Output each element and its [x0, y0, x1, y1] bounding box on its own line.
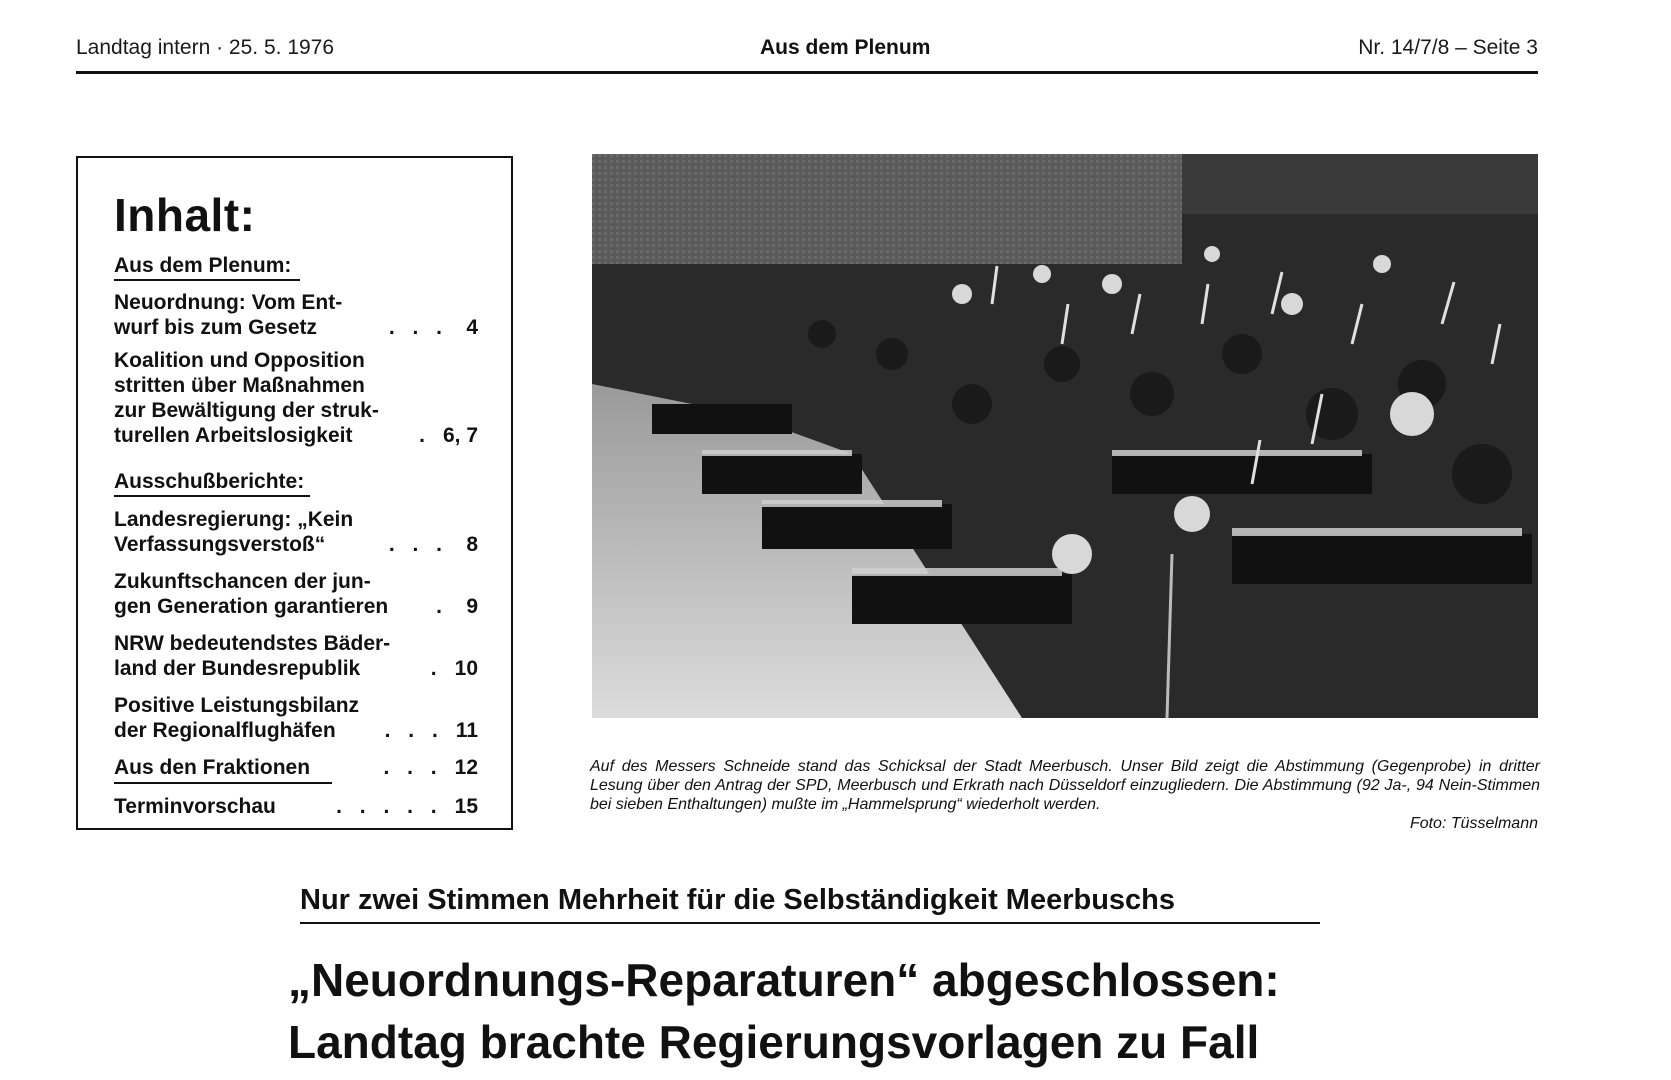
toc-leader-dots: . . . . .	[336, 795, 443, 818]
toc-entry-line	[114, 423, 478, 448]
toc-entry-line: stritten über Maßnahmen	[114, 374, 365, 397]
toc-page-number: 11	[455, 719, 478, 742]
toc-entry[interactable]	[114, 631, 478, 681]
toc-page-number: 12	[454, 756, 478, 779]
toc-entry[interactable]	[114, 569, 478, 619]
toc-entry-line: Positive Leistungsbilanz	[114, 694, 360, 717]
toc-page-number: 10	[454, 657, 478, 680]
header-center: Aus dem Plenum	[760, 36, 931, 59]
toc-entry-line	[114, 755, 478, 780]
toc-entry-line	[114, 315, 478, 340]
toc-entry-text: gen Generation garantieren	[114, 595, 389, 618]
toc-leader-dots: .	[419, 424, 431, 447]
article-kicker: Nur zwei Stimmen Mehrheit für die Selbständigkeit Meerbuschs	[300, 884, 1320, 924]
toc-entry-line	[114, 594, 478, 619]
toc-entry-line: Landesregierung: „Kein	[114, 508, 354, 531]
toc-divider	[114, 782, 332, 784]
toc-entry[interactable]	[114, 755, 478, 780]
plenary-vote-photo	[592, 154, 1538, 718]
toc-entry-text: turellen Arbeitslosigkeit	[114, 424, 353, 447]
toc-section-plenum: Aus dem Plenum:	[114, 254, 300, 281]
toc-entry-line: Neuordnung: Vom Ent-	[114, 291, 343, 314]
toc-entry-line	[114, 718, 478, 743]
toc-leader-dots: . . .	[388, 316, 448, 339]
toc-entry-line	[114, 656, 478, 681]
toc-entry-line	[114, 794, 478, 819]
photo-caption: Auf des Messers Schneide stand das Schicksal der Stadt Meerbusch. Unser Bild zeigt die Abstimmung (Gegenprobe) in dritter Lesung über den Antrag der SPD, Meerbusch und Erkrath nach Düsseldorf einzugliedern. Die Abstimmung (92 Ja-, 94 Nein-Stimmen bei sieben Enthaltungen) mußte im „Hammelsprung“ wiederholt werden.	[590, 758, 1540, 813]
photo-credit: Foto: Tüsselmann	[1409, 815, 1538, 832]
toc-page-number: 4	[466, 316, 478, 339]
toc-entry-text: Verfassungsverstoß“	[114, 533, 326, 556]
toc-section-ausschuss: Ausschußberichte:	[114, 470, 310, 497]
table-of-contents	[76, 156, 513, 830]
plenary-vote-photo-image	[592, 154, 1538, 718]
toc-leader-dots: . . .	[383, 756, 443, 779]
toc-leader-dots: .	[436, 595, 448, 618]
toc-entry[interactable]	[114, 290, 478, 340]
toc-page-number: 6, 7	[442, 424, 478, 447]
toc-page-number: 8	[466, 533, 478, 556]
toc-leader-dots: . . .	[384, 719, 444, 742]
toc-entry-line: zur Bewältigung der struk-	[114, 399, 379, 422]
toc-page-number: 15	[454, 795, 478, 818]
article-headline-line2: Landtag brachte Regierungsvorlagen zu Fall	[288, 1016, 1260, 1068]
toc-entry[interactable]	[114, 794, 478, 819]
toc-entry-line: NRW bedeutendstes Bäder-	[114, 632, 391, 655]
toc-leader-dots: .	[430, 657, 443, 680]
toc-page-number: 9	[466, 595, 478, 618]
header-rule	[76, 71, 1538, 74]
header-left: Landtag intern · 25. 5. 1976	[76, 36, 335, 59]
toc-leader-dots: . . .	[388, 533, 448, 556]
toc-entry-text: wurf bis zum Gesetz	[114, 316, 318, 339]
toc-entry-line: Koalition und Opposition	[114, 349, 365, 372]
header-right: Nr. 14/7/8 – Seite 3	[1358, 36, 1538, 59]
toc-entry[interactable]	[114, 693, 478, 743]
toc-entry-text: der Regionalflughäfen	[114, 719, 336, 742]
toc-title: Inhalt:	[114, 189, 256, 241]
article-headline-line1: „Neuordnungs-Reparaturen“ abgeschlossen:	[288, 954, 1280, 1006]
toc-entry-line: Zukunftschancen der jun-	[114, 570, 371, 593]
toc-entry-text: Aus den Fraktionen	[114, 756, 311, 779]
toc-entry-text: Terminvorschau	[114, 795, 276, 818]
toc-entry[interactable]	[114, 348, 478, 448]
toc-entry[interactable]	[114, 507, 478, 557]
toc-entry-line	[114, 532, 478, 557]
toc-entry-text: land der Bundesrepublik	[114, 657, 361, 680]
